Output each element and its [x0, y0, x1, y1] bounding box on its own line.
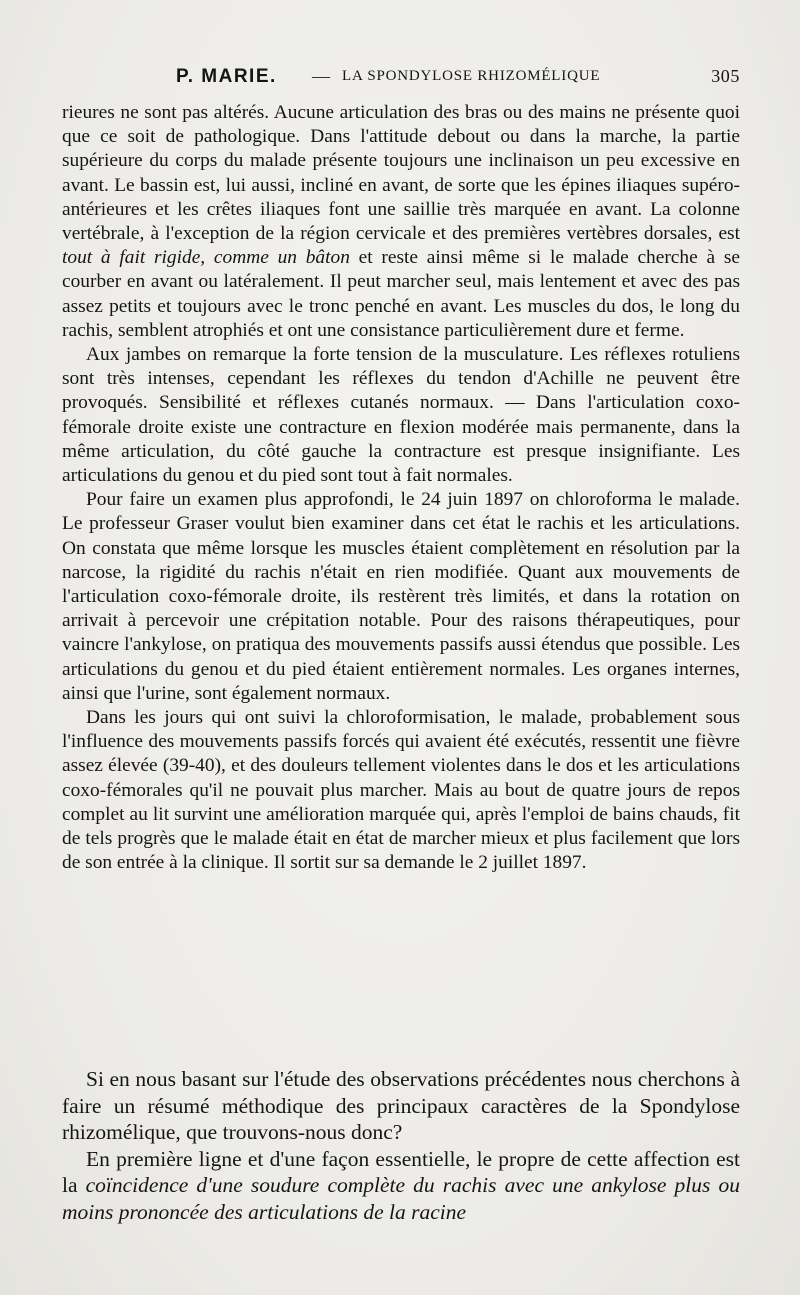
text-run: Pour faire un examen plus approfondi, le 24 juin 1897 on chloroforma le malade. Le professeur Graser voulut bien examiner dans cet état le rachis et les articulations. On constata que même lorsque les muscles étaient complètement en résolution par la narcose, la rigidité du rachis n'était en rien modifiée. Quant aux mouvements de l'articulation coxo-fémorale droite, ils restèrent très limités, et dans la rotation on arrivait à percevoir une crépitation notable. Pour des raisons thérapeutiques, pour vaincre l'ankylose, on pratiqua des mouvements passifs aussi étendus que possible. Les articulations du genou et du pied étaient entièrement normales. Les organes internes, ainsi que l'urine, sont également normaux. [62, 489, 740, 704]
text-run: et reste ainsi même si le malade cherche à se courber en avant ou latéralement. Il peut marcher seul, mais lentement et avec des pas assez petits et toujours avec le tronc penché en avant. Les muscles du dos, le long du rachis, semblent atrophiés et ont une consistance particulièrement dure et ferme. [62, 247, 740, 341]
text-run: Si en nous basant sur l'étude des observations précédentes nous cherchons à faire un résumé méthodique des principaux caractères de la Spondylose rhizomélique, que trouvons-nous donc? [62, 1067, 740, 1144]
text-run: rieures ne sont pas altérés. Aucune articulation des bras ou des mains ne présente quoi que ce soit de pathologique. Dans l'attitude debout ou dans la marche, la partie supérieure du corps du malade présente toujours une inclinaison un peu excessive en avant. Le bassin est, lui aussi, incliné en avant, de sorte que les épines iliaques supéro-antérieures et les crêtes iliaques font une saillie très marquée en avant. La colonne vertébrale, à l'exception de la région cervicale et des premières vertèbres dorsales, est [62, 102, 740, 245]
italic-text-run: coïncidence d'une soudure complète du rachis avec une ankylose plus ou moins prononcée des articulations de la racine [62, 1173, 740, 1224]
paragraph [62, 1066, 740, 1146]
paragraph [62, 343, 740, 488]
running-header [62, 66, 740, 96]
paragraph [62, 1146, 740, 1226]
observation-text [62, 101, 740, 876]
header-title: LA SPONDYLOSE RHIZOMÉLIQUE [342, 68, 601, 84]
text-run: En première ligne et d'une façon essentielle, le propre de cette affection est la [62, 1146, 740, 1197]
text-run: Aux jambes on remarque la forte tension de la musculature. Les réflexes rotuliens sont très intenses, cependant les réflexes du tendon d'Achille ne peuvent être provoqués. Sensibilité et réflexes cutanés normaux. — Dans l'articulation coxo-fémorale droite existe une contracture en flexion modérée mais permanente, dans la même articulation, du côté gauche la contracture est presque insignifiante. Les articulations du genou et du pied sont tout à fait normales. [62, 344, 740, 487]
text-run: Dans les jours qui ont suivi la chloroformisation, le malade, probablement sous l'influence des mouvements passifs forcés qui avaient été exécutés, ressentit une fièvre assez élevée (39-40), et des douleurs tellement violentes dans le dos et les articulations coxo-fémorales qu'il ne pouvait plus marcher. Mais au bout de quatre jours de repos complet au lit survint une amélioration marquée qui, après l'emploi de bains chauds, fit de tels progrès que le malade était en état de marcher mieux et plus facilement que lors de son entrée à la clinique. Il sortit sur sa demande le 2 juillet 1897. [62, 707, 740, 874]
paragraph [62, 101, 740, 343]
paragraph [62, 488, 740, 706]
header-author: P. MARIE. [176, 66, 277, 87]
italic-text-run: tout à fait rigide, comme un bâton [62, 247, 350, 269]
header-dash: — [312, 66, 331, 86]
summary-text [62, 1066, 740, 1225]
page-number: 305 [711, 66, 740, 86]
paragraph [62, 706, 740, 875]
